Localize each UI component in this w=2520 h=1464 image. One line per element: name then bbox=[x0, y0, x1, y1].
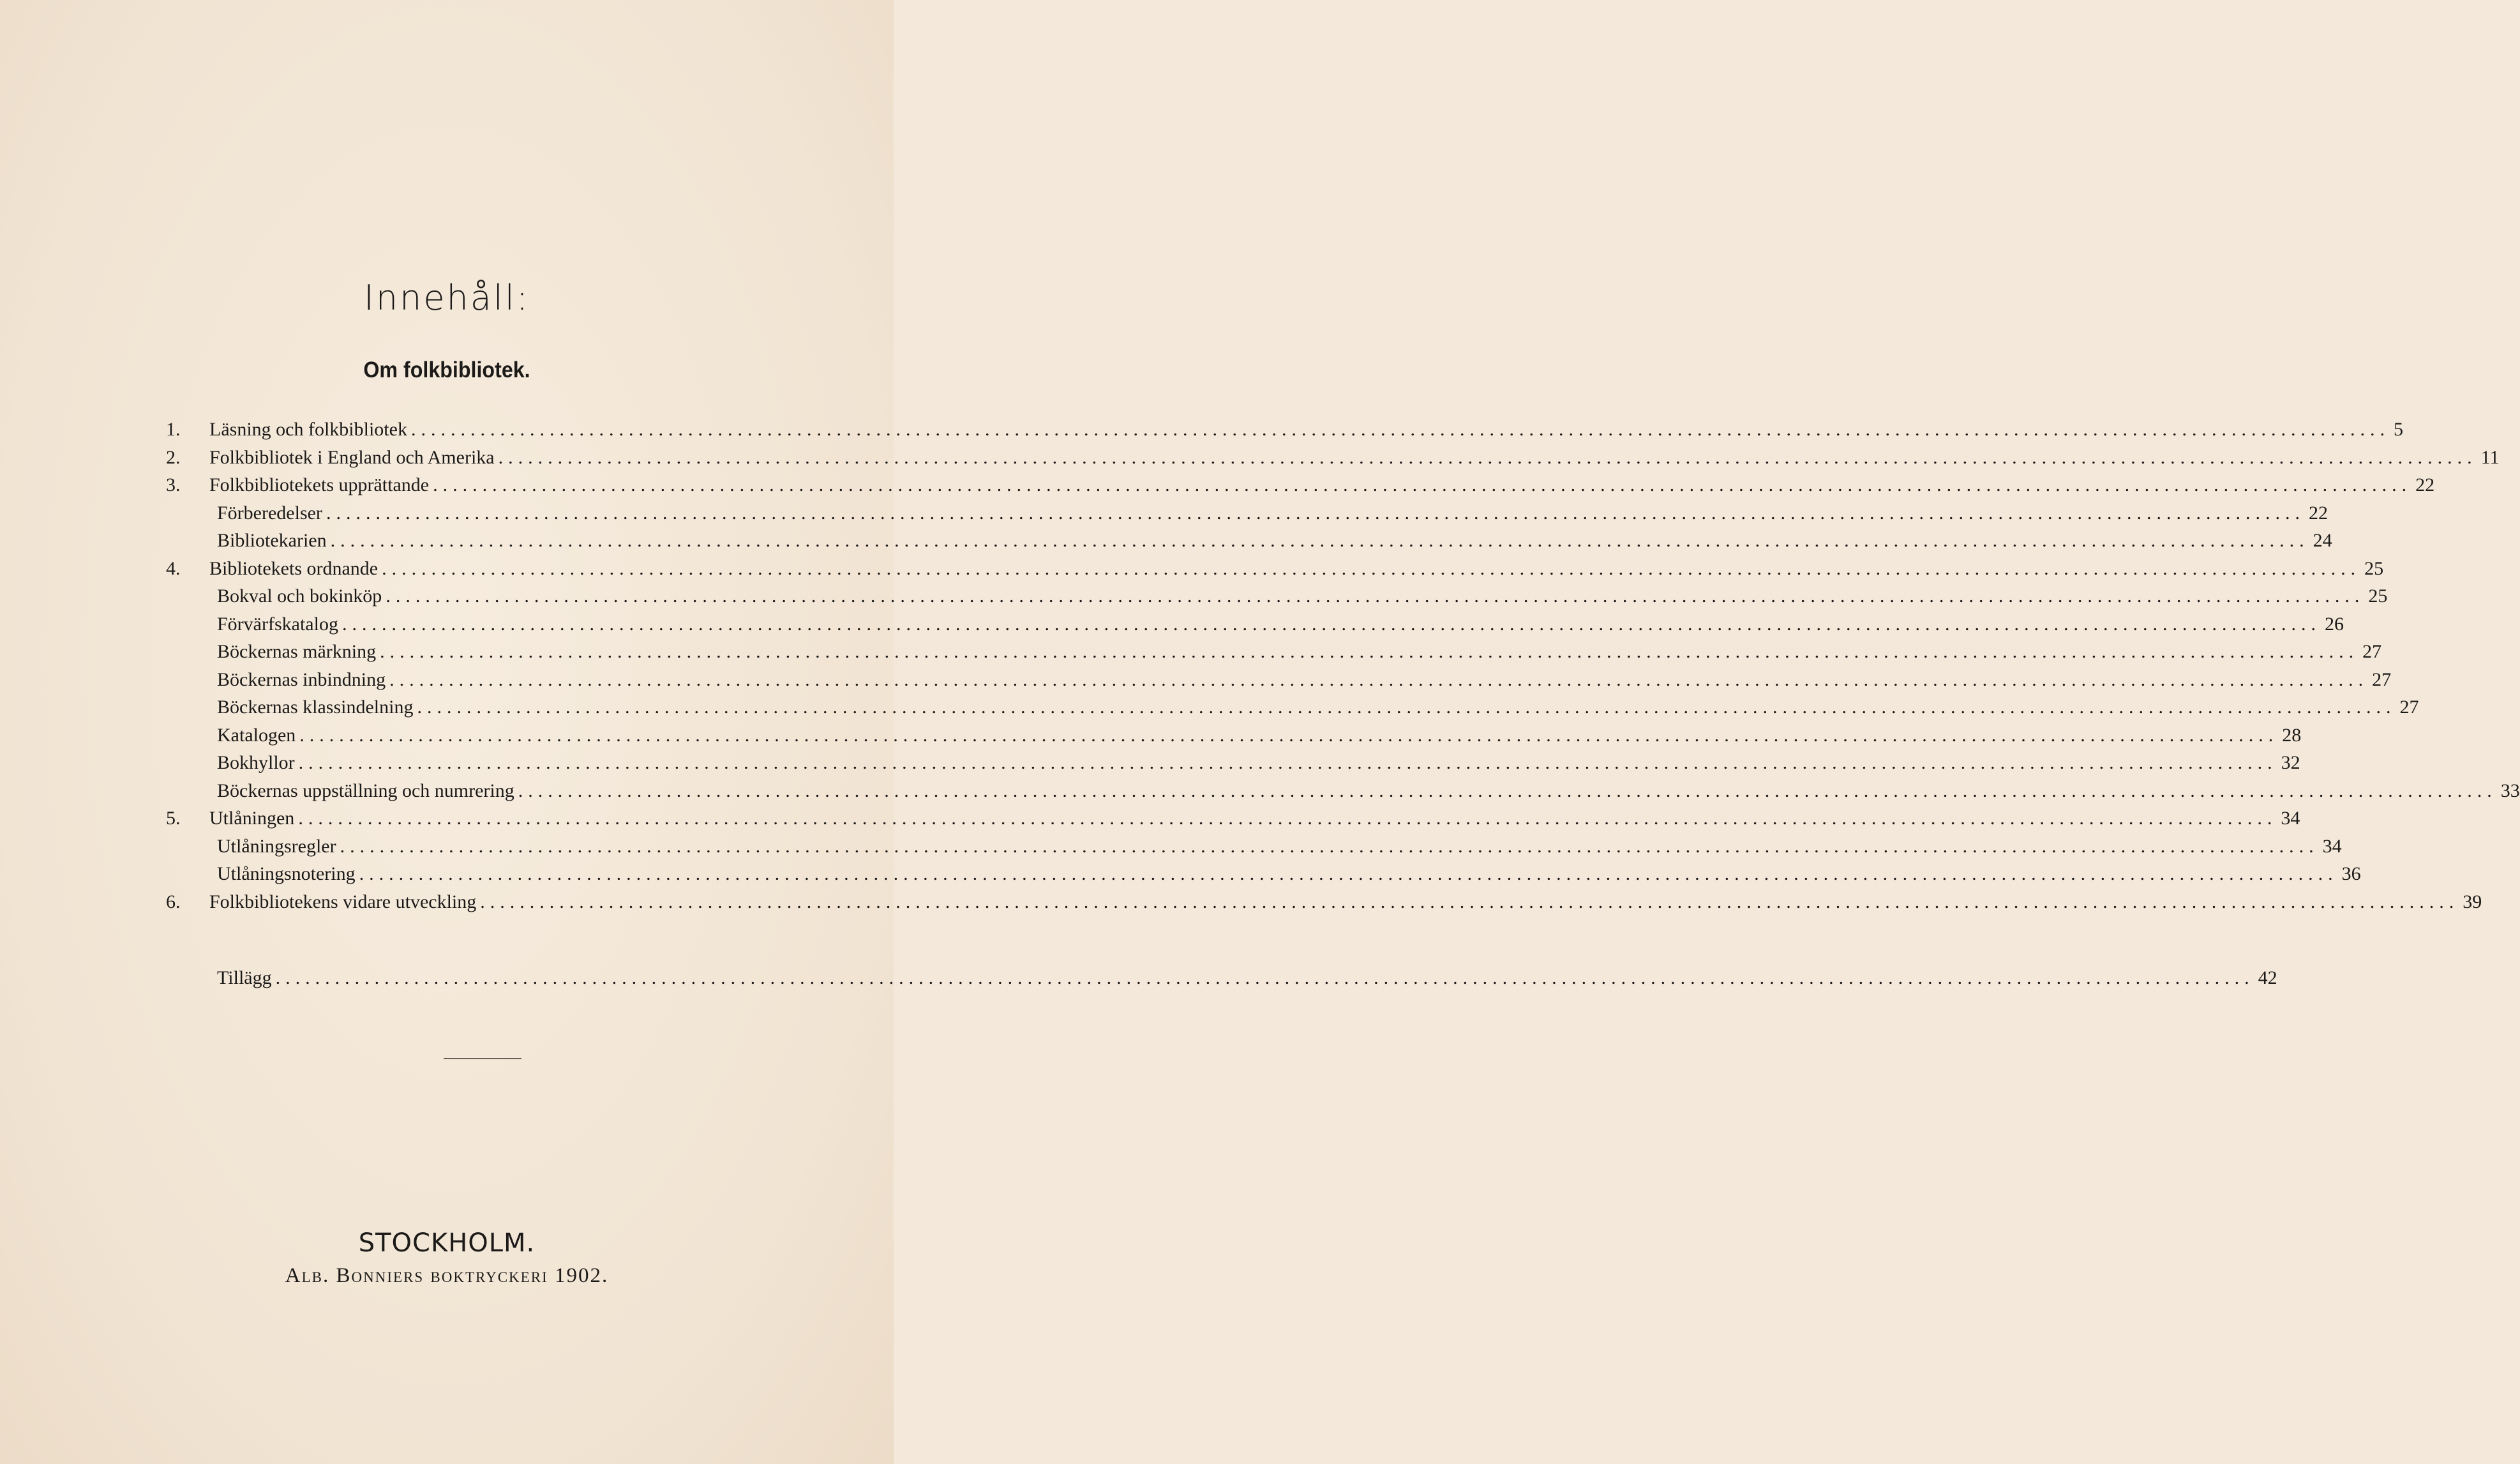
dot-leader: ........................................................................................................................................................................................................ bbox=[275, 967, 2254, 988]
toc-page-number: 5 bbox=[2393, 419, 2403, 440]
toc-entry bbox=[217, 721, 2302, 750]
divider-rule bbox=[444, 1058, 521, 1059]
toc-row bbox=[166, 582, 2388, 610]
toc-number: 3. bbox=[166, 474, 181, 495]
toc-entry-title: Bibliotekarien bbox=[217, 530, 327, 551]
toc-entry-title: Bokhyllor bbox=[217, 752, 295, 773]
toc-entry-title: Utlåningsregler bbox=[217, 835, 336, 857]
toc-entry bbox=[217, 499, 2328, 527]
toc-row bbox=[166, 610, 2344, 638]
toc-page-number: 26 bbox=[2324, 613, 2344, 635]
toc-row bbox=[166, 833, 2342, 861]
toc-page-number: 33 bbox=[2500, 780, 2520, 801]
imprint-printer: Alb. Bonniers boktryckeri 1902. bbox=[285, 1264, 609, 1287]
toc-page-number: 42 bbox=[2258, 967, 2277, 988]
toc-entry-title: Utlåningen bbox=[209, 808, 295, 829]
toc-number: 6. bbox=[166, 891, 181, 912]
dot-leader: ........................................................................................................................................................................................................ bbox=[330, 530, 2309, 551]
toc-entry bbox=[209, 888, 2482, 916]
toc-page-number: 27 bbox=[2399, 697, 2419, 718]
toc-page-number: 22 bbox=[2415, 474, 2435, 495]
toc-row bbox=[166, 749, 2300, 777]
page-title: Innehåll: bbox=[363, 278, 530, 318]
dot-leader: ........................................................................................................................................................................................................ bbox=[498, 446, 2477, 468]
dot-leader: ........................................................................................................................................................................................................ bbox=[298, 808, 2277, 829]
toc-page-number: 25 bbox=[2364, 557, 2384, 579]
toc-entry-title: Folkbibliotekets upprättande bbox=[209, 474, 430, 495]
toc-entry bbox=[217, 964, 2277, 992]
dot-leader: ........................................................................................................................................................................................................ bbox=[380, 641, 2359, 662]
toc-page-number: 27 bbox=[2362, 641, 2382, 662]
toc-entry-title: Tillägg bbox=[217, 967, 272, 988]
toc-page-number: 11 bbox=[2480, 446, 2500, 468]
toc-entry bbox=[217, 833, 2342, 861]
toc-entry-title: Förvärfskatalog bbox=[217, 613, 338, 635]
toc-row bbox=[166, 666, 2392, 694]
toc-number: 2. bbox=[166, 446, 181, 468]
toc-entry bbox=[209, 444, 2500, 472]
toc-entry-title: Folkbibliotek i England och Amerika bbox=[209, 446, 495, 468]
toc-entry bbox=[209, 471, 2435, 499]
dot-leader: ........................................................................................................................................................................................................ bbox=[518, 780, 2497, 801]
toc-page-number: 28 bbox=[2282, 724, 2302, 746]
dot-leader: ........................................................................................................................................................................................................ bbox=[386, 585, 2365, 607]
dot-leader: ........................................................................................................................................................................................................ bbox=[341, 613, 2321, 635]
toc-row bbox=[166, 444, 2500, 472]
toc-row bbox=[166, 693, 2419, 721]
toc-entry bbox=[217, 666, 2392, 694]
toc-entry-title: Böckernas märkning bbox=[217, 641, 377, 662]
dot-leader: ........................................................................................................................................................................................................ bbox=[480, 891, 2459, 912]
toc-row bbox=[166, 527, 2332, 555]
section-title: Om folkbibliotek. bbox=[363, 358, 530, 382]
dot-leader: ........................................................................................................................................................................................................ bbox=[389, 668, 2369, 690]
toc-page-number: 24 bbox=[2313, 530, 2332, 551]
toc-row bbox=[166, 888, 2482, 916]
toc-row bbox=[166, 471, 2435, 499]
toc-row bbox=[166, 860, 2361, 888]
toc-page-number: 34 bbox=[2322, 835, 2342, 857]
toc-number: 4. bbox=[166, 557, 181, 579]
toc-page-number: 25 bbox=[2368, 585, 2388, 607]
dot-leader: ........................................................................................................................................................................................................ bbox=[298, 752, 2277, 773]
dot-leader: ........................................................................................................................................................................................................ bbox=[299, 724, 2279, 746]
dot-leader: ........................................................................................................................................................................................................ bbox=[433, 474, 2412, 495]
imprint-city: STOCKHOLM. bbox=[358, 1228, 536, 1258]
toc-entry-title: Läsning och folkbibliotek bbox=[209, 419, 407, 440]
toc-entry-title: Bibliotekets ordnande bbox=[209, 557, 379, 579]
toc-page-number: 39 bbox=[2463, 891, 2482, 912]
toc-entry-title: Utlåningsnotering bbox=[217, 863, 356, 884]
toc-row bbox=[166, 555, 2384, 583]
toc-number: 5. bbox=[166, 808, 181, 829]
dot-leader: ........................................................................................................................................................................................................ bbox=[382, 557, 2361, 579]
toc-entry bbox=[209, 416, 2403, 444]
toc-entry-title: Katalogen bbox=[217, 724, 296, 746]
toc-entry bbox=[217, 749, 2300, 777]
toc-entry-title: Böckernas uppställning och numrering bbox=[217, 780, 514, 801]
toc-entry-title: Böckernas klassindelning bbox=[217, 697, 414, 718]
toc-page-number: 32 bbox=[2281, 752, 2300, 773]
toc-row bbox=[166, 964, 2277, 992]
toc-entry bbox=[217, 527, 2332, 555]
toc-entry bbox=[217, 693, 2419, 721]
toc-entry bbox=[209, 555, 2384, 583]
toc-entry-title: Förberedelser bbox=[217, 502, 322, 524]
toc-page-number: 36 bbox=[2341, 863, 2361, 884]
dot-leader: ........................................................................................................................................................................................................ bbox=[410, 419, 2390, 440]
toc-row bbox=[166, 638, 2382, 666]
toc-row bbox=[166, 499, 2328, 527]
toc-entry bbox=[217, 638, 2382, 666]
dot-leader: ........................................................................................................................................................................................................ bbox=[417, 697, 2396, 718]
toc-row bbox=[166, 721, 2302, 750]
toc-row bbox=[166, 777, 2520, 805]
toc-page-number: 34 bbox=[2281, 808, 2300, 829]
toc-entry bbox=[217, 777, 2520, 805]
toc-entry-title: Bokval och bokinköp bbox=[217, 585, 382, 607]
toc-page-number: 22 bbox=[2308, 502, 2328, 524]
toc-entry bbox=[217, 860, 2361, 888]
toc-number: 1. bbox=[166, 419, 181, 440]
toc-entry bbox=[217, 610, 2344, 638]
toc-entry bbox=[217, 582, 2388, 610]
toc-entry-title: Folkbibliotekens vidare utveckling bbox=[209, 891, 477, 912]
dot-leader: ........................................................................................................................................................................................................ bbox=[340, 835, 2319, 857]
dot-leader: ........................................................................................................................................................................................................ bbox=[326, 502, 2305, 524]
toc-page-number: 27 bbox=[2372, 668, 2392, 690]
dot-leader: ........................................................................................................................................................................................................ bbox=[359, 863, 2338, 884]
toc-entry-title: Böckernas inbindning bbox=[217, 668, 386, 690]
toc-entry bbox=[209, 804, 2300, 833]
table-of-contents bbox=[166, 416, 2520, 992]
toc-row bbox=[166, 804, 2300, 833]
toc-row bbox=[166, 416, 2403, 444]
